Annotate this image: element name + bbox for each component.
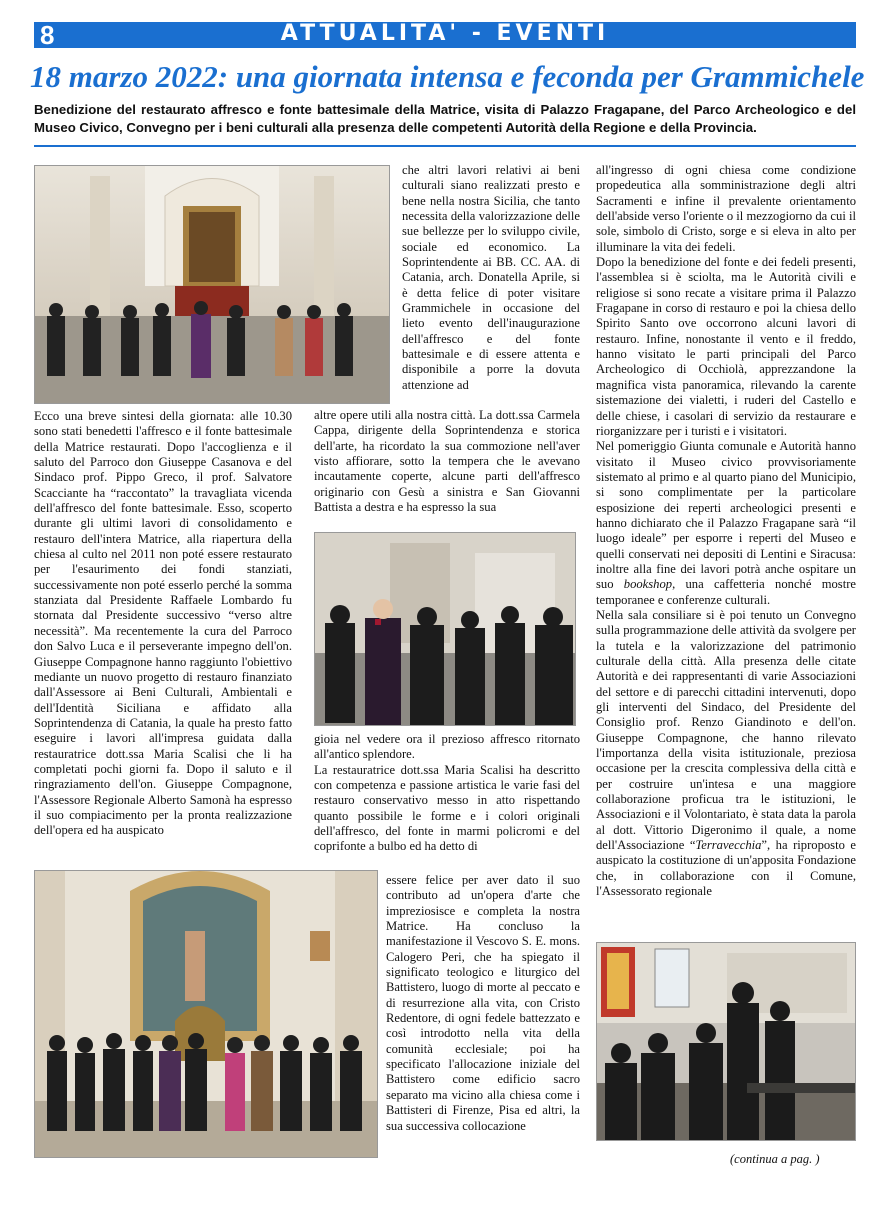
paragraph: essere felice per aver dato il suo contributo ad un'opera d'arte che impreziosisce e completa la nostra Matrice. Ha concluso la manifestazione il Vescovo S. E. mons. Calogero Peri, che ha spiegato il significato teologico e liturgico del Battistero, luogo di morte al peccato e di resurrezione alla vita, con Cristo Redentore, di ogni fedele battezzato e così introdotto nella vita della comunità ecclesiale; poi ha specificato l'allocazione iniziale del Battistero come edificio sacro separato ma vicino alla chiesa come i Battisteri di Firenze, Pisa ed altri, la sua successiva collocazione [386,873,580,1133]
paragraph: altre opere utili alla nostra città. La dott.ssa Carmela Cappa, dirigente della Soprintendenza e storica dell'arte, ha ricordato la sua commozione nell'aver visto affiorare, sotto la tempera che le avevano incautamente coperte, alcune parti dell'affresco originario con Gesù a sinistra e San Giovanni Battista a destra e ha espresso la sua [314,408,580,515]
article-title: 18 marzo 2022: una giornata intensa e feconda per Grammichele [30,59,865,94]
photo-bishop-visit [314,532,576,726]
column-2-bottom [386,873,580,1134]
text: ”, ha riproposto e auspicato la costituzione di un'apposita Fondazione che, in collaborazione con il Comune, l'Assessorato regionale [596,838,856,899]
paragraph [596,439,856,608]
paragraph: all'ingresso di ogni chiesa come condizione propedeutica alla somministrazione degli altri Sacramenti e infine il prevalente orientamento dell'abside verso l'oriente o il mezzogiorno da cui il sole, simbolo di Cristo, sorge e si eleva in alto per illuminare la vita dei fedeli. [596,163,856,254]
text: , una caffetteria nonché mostre temporanee e conferenze culturali. [596,577,856,607]
paragraph: che altri lavori relativi ai beni culturali siano realizzati presto e bene nella nostra Sicilia, che tanto necessita della valorizzazione delle sue bellezze per lo sviluppo civile, sociale ed economico. La Soprintendente ai BB. CC. AA. di Catania, arch. Donatella Aprile, si è detta felice di poter visitare Grammichele in occasione del lieto evento dell'inaugurazione dell'affresco e del fonte battesimale e di essere attenta e disponibile a porre la dovuta attenzione ad [402,163,580,392]
italic-text: bookshop [623,577,673,592]
photo-fresco-group [34,870,378,1158]
paragraph: gioia nel vedere ora il prezioso affresco ritornato all'antico splendore. [314,732,580,762]
italic-text: Terravecchia [695,838,762,853]
continued-note: (continua a pag. ) [730,1152,820,1166]
column-2-mid [314,732,580,855]
text: Nel pomeriggio Giunta comunale e Autorità hanno visitato il Museo civico provvisoriamente sistemato al primo e al quarto piano del Municipio, si sono complimentate per la particolare esposizione dei reperti archeologici presenti e hanno dichiarato che il Palazzo Fragapane sarà “il luogo ideale” per esporre i reperti del Museo e quelli conservati nei depositi di Lentini e Siracusa: inoltre alla fine dei lavori potrà anche ospitare un suo [596,439,856,592]
column-2-top [402,163,580,393]
column-2-wide [314,408,580,515]
paragraph: La restauratrice dott.ssa Maria Scalisi ha descritto con competenza e passione artistica le varie fasi del restauro conservativo messo in atto rispettando quanto possibile le forme e i colori originali dell'affresco, del fonte in marmi policromi e del coprifonte a bulbo ed ha detto di [314,762,580,854]
paragraph: Ecco una breve sintesi della giornata: alle 10.30 sono stati benedetti l'affresco e il fonte battesimale della Matrice restaurati. Dopo l'accoglienza e il saluto del Parroco don Giuseppe Casanova e del Sindaco prof. Pippo Greco, il prof. Salvatore Scacciante ha “raccontato” la travagliata vicenda dell'affresco del fonte battesimale. Esso, scoperto durante gli ultimi lavori di consolidamento e restauro dell'intera Matrice, alla riapertura della chiesa al culto nel 2011 non poté essere restaurato per l'esaurimento dei fondi stanziati, successivamente non poté esserlo perché la somma stanziata dal Presidente Raffaele Lombardo fu stornata dal Presidente successivo “verso altre necessità”. Ma recentemente la cura del Parroco don Salvo Luca e il perseverante impegno dell'on. Giuseppe Compagnone hanno raggiunto l'obiettivo mediante un nuovo progetto di restauro finanziato dall'Assessore ai Beni Culturali, Ambientali e dell'Identità Siciliana e affidato alla Soprintendenza di Catania, la quale ha presto fatto eseguire i lavori all'impresa guidata dalla restauratrice dott.ssa Maria Scalisi che li ha completati pochi giorni fa. Dopo il saluto e il ringraziamento dell'on. Giuseppe Compagnone, l'Assessore Regionale Alberto Samonà ha espresso il suo compiacimento per la pronta realizzazione dell'opera ed ha auspicato [34,409,292,838]
photo-church-interior [34,165,390,404]
text: Nella sala consiliare si è poi tenuto un Convegno sulla programmazione delle attività da svolgere per la tutela e la valorizzazione del patrimonio culturale della città. Alla presenza delle citate Autorità e dei rappresentanti di varie Associazioni del settore e di parecchi cittadini intervenuti, dopo gli interventi del Sindaco, del Presidente del Consiglio prof. Renzo Giandinoto e dell'on. Giuseppe Compagnone, che hanno rilevato l'importanza della visita istituzionale, preziosa occasione per la crescita complessiva della città e per costruire un'intesa e una maggiore collaborazione proficua tra le istituzioni, le Associazioni e il Volontariato, è stata data la parola al dott. Vittorio Digeronimo il quale, a nome dell'Associazione “ [596,607,856,853]
column-1 [34,409,292,839]
photo-council-room [596,942,856,1141]
column-3 [596,163,856,900]
section-title: ATTUALITA' - EVENTI [280,21,610,46]
paragraph [596,608,856,900]
paragraph: Dopo la benedizione del fonte e dei fedeli presenti, l'assemblea si è sciolta, ma le Autorità civili e religiose si sono recate a visitare prima il Palazzo Fragapane in corso di restauro e poi la chiesa dello Spirito Santo ove occorrono alcuni lavori di restauro. Infine, nonostante il vento e il freddo, hanno visitato le parti principali del Parco Archeologico di Occhiolà, apprezzandone la magnifica vista panoramica, rilevando la carente sistemazione dei vialetti, i ruderi del Castello e delle chiese, i casolari di servizio da restaurare e riorganizzare per i turisti e i visitatori. [596,255,856,438]
article-subtitle: Benedizione del restaurato affresco e fonte battesimale della Matrice, visita di Palazzo Fragapane, del Parco Archeologico e del Museo Civico, Convegno per i beni culturali alla presenza delle competenti Autorità della Regione e della Provincia. [34,102,856,135]
page-number: 8 [40,20,55,50]
title-divider [34,145,856,147]
